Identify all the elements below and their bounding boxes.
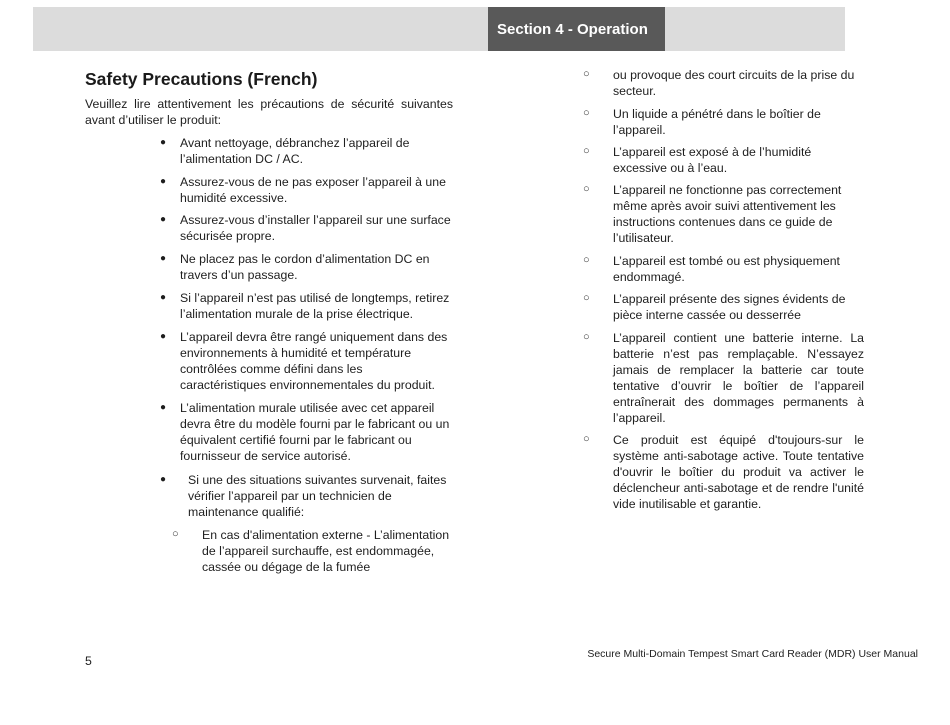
page-title: Safety Precautions (French) <box>85 69 318 89</box>
list-item <box>160 400 452 464</box>
sub-list-item <box>583 291 864 323</box>
list-item <box>160 251 452 283</box>
list-item <box>160 472 448 520</box>
sub-list-item-text: L’appareil présente des signes évidents de pièce interne cassée ou desserrée <box>613 292 846 322</box>
sub-list-item-text: L’appareil ne fonctionne pas correctement même après avoir suivi attentivement les instructions contenues dans ce guide de l’utilisateur. <box>613 183 842 245</box>
bullet-icon: ● <box>160 253 167 264</box>
list-item-text: Avant nettoyage, débranchez l’appareil de l’alimentation DC / AC. <box>180 136 410 166</box>
sub-list-item-text: ou provoque des court circuits de la prise du secteur. <box>613 68 855 98</box>
bullet-icon: ● <box>160 292 167 303</box>
list-item-text: L’alimentation murale utilisée avec cet appareil devra être du modèle fourni par le fabricant ou un équivalent certifié fourni par le fabricant ou fournisseur de service autorisé. <box>180 401 450 463</box>
sub-list-item-text: Ce produit est équipé d'toujours-sur le système anti-sabotage active. Toute tentative d'ouvrir le boîtier du produit va activer le déclencheur anti-sabotage et de rendre l'unité vide inutilisable et garantie. <box>613 433 864 511</box>
list-item <box>160 290 452 322</box>
circle-bullet-icon: ○ <box>172 528 179 540</box>
circle-bullet-icon: ○ <box>583 331 590 343</box>
circle-bullet-icon: ○ <box>583 183 590 195</box>
sub-list-item <box>583 106 864 138</box>
list-item-text: Assurez-vous de ne pas exposer l’appareil à une humidité excessive. <box>180 175 446 205</box>
header-bar <box>33 7 845 51</box>
circle-bullet-icon: ○ <box>583 254 590 266</box>
sub-list-item <box>583 432 864 512</box>
circle-bullet-icon: ○ <box>583 107 590 119</box>
sub-list-item-text: L’appareil est tombé ou est physiquement endommagé. <box>613 254 840 284</box>
sub-list-item <box>583 253 864 285</box>
list-item <box>160 135 452 167</box>
bullet-icon: ● <box>160 474 167 485</box>
list-item-text: Ne placez pas le cordon d’alimentation DC en travers d’un passage. <box>180 252 430 282</box>
footer-manual-title: Secure Multi-Domain Tempest Smart Card Reader (MDR) User Manual <box>587 648 918 660</box>
intro-paragraph: Veuillez lire attentivement les précautions de sécurité suivantes avant d’utiliser le produit: <box>85 97 453 127</box>
sub-list-item-text: L’appareil contient une batterie interne. La batterie n’est pas remplaçable. N’essayez jamais de remplacer la batterie car toute tentative d’ouvrir le boîtier de l’appareil entraînerait des dommages permanents à l’appareil. <box>613 331 864 425</box>
bullet-icon: ● <box>160 214 167 225</box>
bullet-icon: ● <box>160 331 167 342</box>
circle-bullet-icon: ○ <box>583 145 590 157</box>
bullet-icon: ● <box>160 176 167 187</box>
sub-list-item <box>583 182 864 246</box>
circle-bullet-icon: ○ <box>583 292 590 304</box>
sub-list-item-text: Un liquide a pénétré dans le boîtier de l’appareil. <box>613 107 821 137</box>
sub-list-item <box>583 330 864 426</box>
list-item-text: L’appareil devra être rangé uniquement dans des environnements à humidité et température contrôlées comme défini dans les caractéristiques environnementales du produit. <box>180 330 448 392</box>
list-item-text: Assurez-vous d’installer l’appareil sur une surface sécurisée propre. <box>180 213 451 243</box>
list-item <box>160 174 452 206</box>
list-item <box>160 329 452 393</box>
section-tab: Section 4 - Operation <box>488 7 665 51</box>
list-item-text: Si l’appareil n’est pas utilisé de longtemps, retirez l’alimentation murale de la prise électrique. <box>180 291 450 321</box>
bullet-icon: ● <box>160 402 167 413</box>
circle-bullet-icon: ○ <box>583 433 590 445</box>
list-item <box>160 212 452 244</box>
page-number: 5 <box>85 654 92 668</box>
bullet-icon: ● <box>160 137 167 148</box>
sub-list-item <box>583 144 864 176</box>
circle-bullet-icon: ○ <box>583 68 590 80</box>
sub-list-item-text: L’appareil est exposé à de l’humidité excessive ou à l’eau. <box>613 145 812 175</box>
list-item-text: Si une des situations suivantes survenait, faites vérifier l’appareil par un technicien de maintenance qualifié: <box>188 473 447 519</box>
sub-list-item <box>172 527 454 575</box>
sub-list-item <box>583 67 864 99</box>
sub-list-item-text: En cas d'alimentation externe - L’alimentation de l’appareil surchauffe, est endommagée, cassée ou dégage de la fumée <box>202 528 450 574</box>
